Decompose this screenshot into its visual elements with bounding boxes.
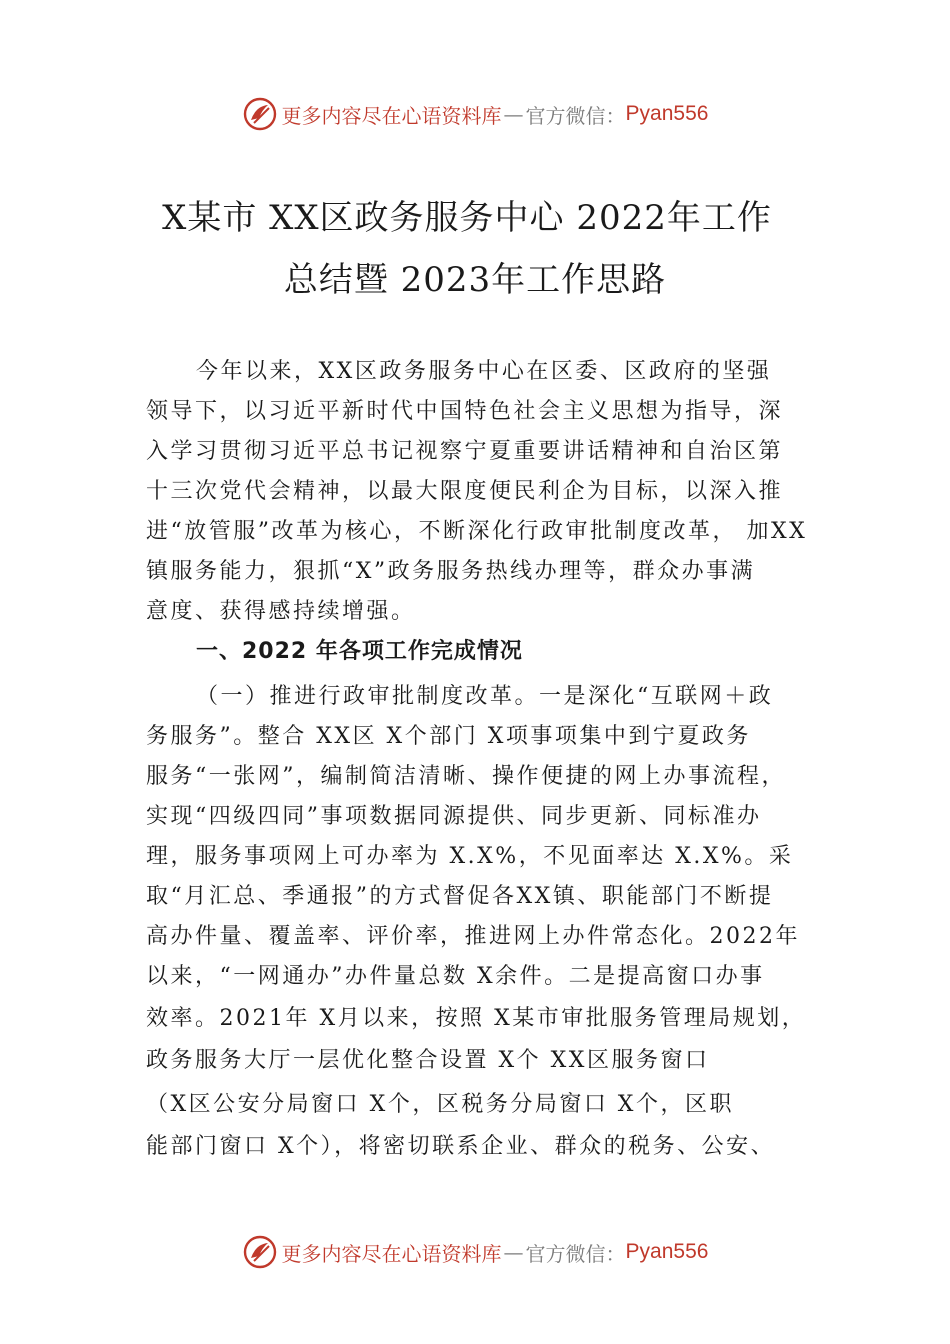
- banner-main-text: 更多内容尽在心语资料库: [281, 103, 502, 128]
- logo-seal-icon: [242, 1234, 278, 1270]
- body-line: 理，服务事项网上可办率为 X.X%，不见面率达 X.X%。采: [146, 844, 794, 869]
- body-line: 实现“四级四同”事项数据同源提供、同步更新、同标准办: [146, 804, 762, 829]
- banner-main-text: 更多内容尽在心语资料库: [281, 1241, 502, 1266]
- logo-seal-icon: [242, 96, 278, 132]
- intro-line: 意度、获得感持续增强。: [146, 599, 416, 624]
- banner-dash: —: [503, 102, 524, 126]
- body-line: 政务服务大厅一层优化整合设置 X个 XX区服务窗口: [146, 1048, 710, 1073]
- intro-line: 领导下，以习近平新时代中国特色社会主义思想为指导，深: [146, 399, 784, 424]
- intro-line: 镇服务能力，狠抓“X”政务服务热线办理等，群众办事满: [146, 559, 756, 584]
- body-line: 以来，“一网通办”办件量总数 X余件。二是提高窗口办事: [146, 964, 765, 989]
- body-line: 效率。2021年 X月以来，按照 X某市审批服务管理局规划，: [146, 1006, 807, 1031]
- body-line: （X区公安分局窗口 X个，区税务分局窗口 X个，区职: [146, 1092, 734, 1117]
- banner-label: 官方微信：: [525, 1241, 626, 1266]
- body-line: （一）推进行政审批制度改革。一是深化“互联网＋政: [196, 684, 774, 709]
- body-line: 能部门窗口 X个），将密切联系企业、群众的税务、公安、: [146, 1134, 776, 1159]
- body-line: 务服务”。整合 XX区 X个部门 X项事项集中到宁夏政务: [146, 724, 751, 749]
- intro-line: 十三次党代会精神，以最大限度便民利企为目标，以深入推: [146, 479, 784, 504]
- body-line: 取“月汇总、季通报”的方式督促各XX镇、职能部门不断提: [146, 884, 774, 909]
- watermark-banner-top: [0, 94, 950, 134]
- banner-wechat-id: Pyan556: [625, 102, 709, 125]
- body-line: 服务“一张网”，编制简洁清晰、操作便捷的网上办事流程，: [146, 764, 786, 789]
- intro-line: 今年以来，XX区政务服务中心在区委、区政府的坚强: [196, 359, 772, 384]
- document-title-line-2: 总结暨 2023年工作思路: [283, 260, 667, 300]
- watermark-banner-bottom: [0, 1232, 950, 1272]
- intro-line: 入学习贯彻习近平总书记视察宁夏重要讲话精神和自治区第: [146, 439, 784, 464]
- banner-wechat-id: Pyan556: [625, 1240, 709, 1263]
- section-heading: 一、2022 年各项工作完成情况: [196, 639, 523, 664]
- body-line: 高办件量、覆盖率、评价率，推进网上办件常态化。2022年: [146, 924, 800, 949]
- document-title-line-1: X某市 XX区政务服务中心 2022年工作: [162, 198, 772, 238]
- banner-dash: —: [503, 1240, 524, 1264]
- intro-line: 进“放管服”改革为核心，不断深化行政审批制度改革， 加XX: [146, 519, 808, 544]
- banner-label: 官方微信：: [525, 103, 626, 128]
